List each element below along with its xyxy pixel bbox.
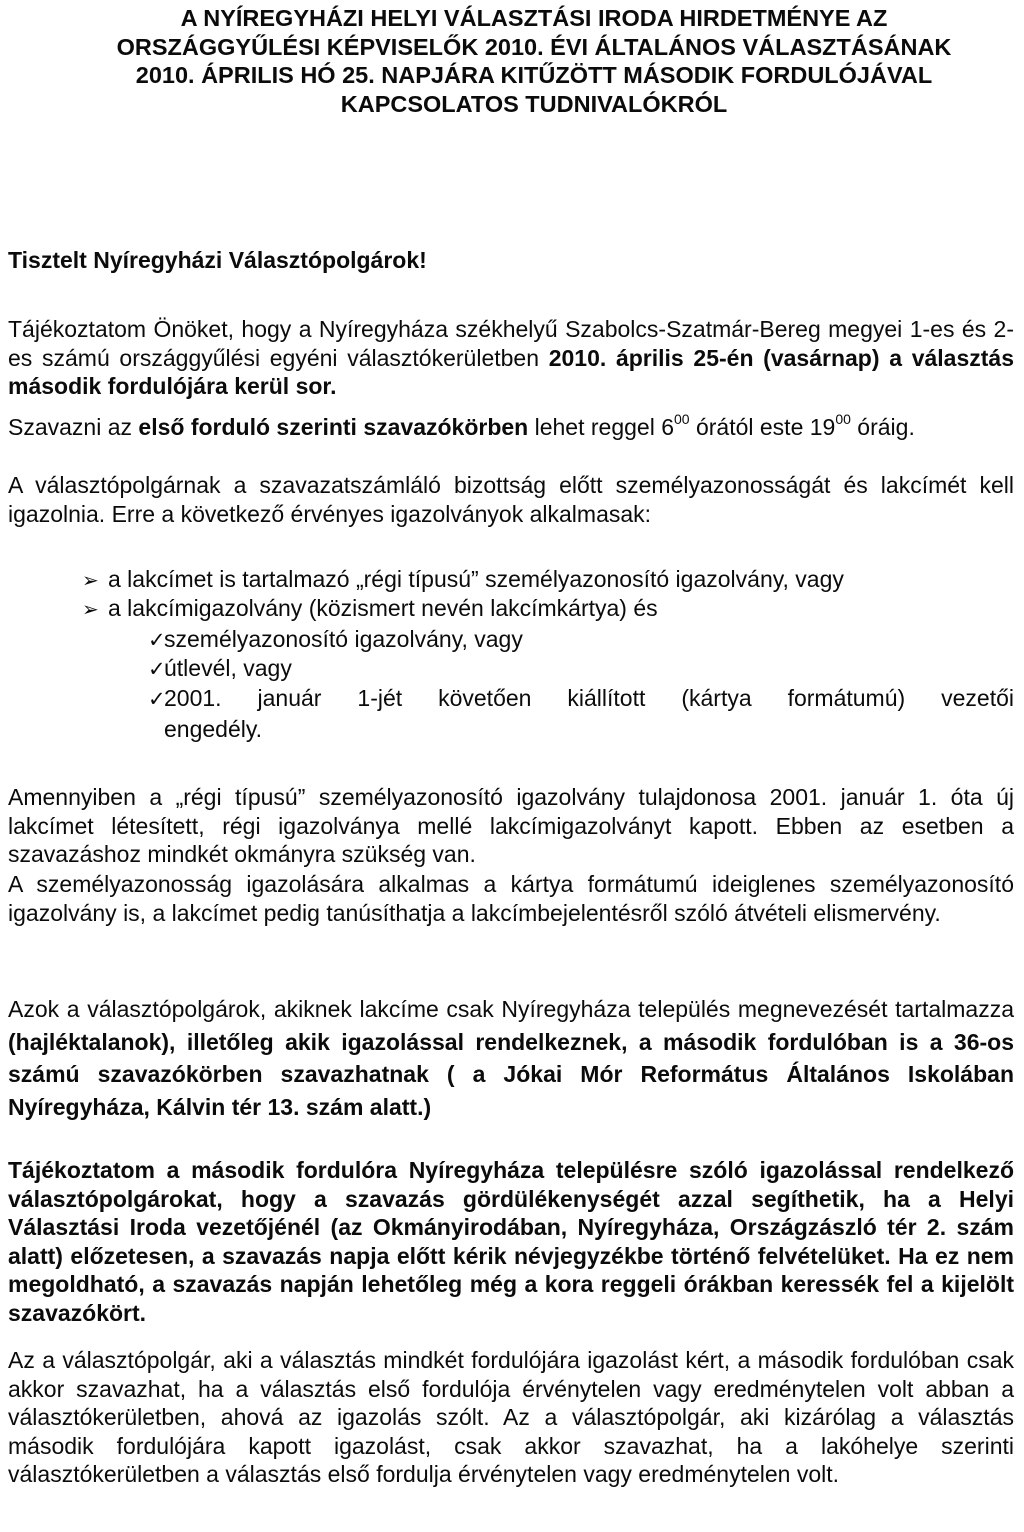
- paragraph-homeless-voters: [8, 993, 1014, 1123]
- paragraph-temporary-id: A személyazonosság igazolására alkalmas a kártya formátumú ideiglenes személyazonosító igazolvány is, a lakcímet pedig tanúsíthatja a lakcímbejelentésről szóló átvételi elismervény.: [8, 871, 1014, 926]
- paragraph-election-date: [8, 315, 1014, 401]
- paragraph-certificate-holders: Tájékoztatom a második fordulóra Nyíregyháza településre szóló igazolással rendelkező választópolgárokat, hogy a szavazás gördülékenységét azzal segíthetik, ha a Helyi Választási Iroda vezetőjénél (az Okmányirodában, Nyíregyháza, Országzászló tér 2. szám alatt) előzetesen, a szavazás napja előtt kérik névjegyzékbe történő felvételüket. Ha ez nem megoldható, a szavazás napján lehetőleg még a kora reggeli órákban keressék fel a kijelölt szavazókört.: [8, 1157, 1014, 1326]
- title-line: KAPCSOLATOS TUDNIVALÓKRÓL: [340, 90, 728, 117]
- paragraph-old-id-card: Amennyiben a „régi típusú” személyazonosító igazolvány tulajdonosa 2001. január 1. óta új lakcímet létesített, régi igazolványa mellé lakcímigazolványt kapott. Ebben az esetben a szavazáshoz mindkét okmányra szükség van.: [8, 784, 1014, 868]
- hour-superscript: 00: [674, 411, 690, 428]
- checklist-item: [148, 625, 1014, 656]
- list-item: [82, 565, 844, 596]
- title-line: 2010. ÁPRILIS HÓ 25. NAPJÁRA KITŰZÖTT MÁSODIK FORDULÓJÁVAL: [135, 62, 933, 88]
- checklist-item-text: 2001. január 1-jét követően kiállított (kártya formátumú) vezetői: [164, 685, 1014, 711]
- arrowhead-bullet-icon: ➢: [82, 570, 99, 592]
- paragraph-text: Azok a választópolgárok, akiknek lakcíme csak Nyíregyháza település megnevezését tartalmazza: [8, 996, 1014, 1022]
- paragraph-text: órától este 19: [689, 414, 836, 440]
- paragraph-identification: A választópolgárnak a szavazatszámláló bizottság előtt személyazonosságát és lakcímét kell igazolnia. Erre a következő érvényes igazolványok alkalmasak:: [8, 472, 1014, 527]
- title-line: ORSZÁGGYŰLÉSI KÉPVISELŐK 2010. ÉVI ÁLTALÁNOS VÁLASZTÁSÁNAK: [116, 33, 952, 60]
- checklist-line: [148, 684, 1014, 715]
- checkmark-icon: ✓: [148, 629, 166, 652]
- paragraph-text: Szavazni az: [8, 414, 139, 440]
- title-line: A NYÍREGYHÁZI HELYI VÁLASZTÁSI IRODA HIRDETMÉNYE AZ: [180, 5, 888, 31]
- paragraph-text: lehet reggel 6: [528, 414, 674, 440]
- notice-title: [84, 4, 984, 118]
- paragraph-voting-hours: [8, 413, 1014, 442]
- hour-superscript: 00: [835, 411, 851, 428]
- checklist-item-text: személyazonosító igazolvány, vagy: [164, 626, 523, 652]
- checklist-item-text: engedély.: [164, 715, 263, 742]
- checklist-item-text: útlevél, vagy: [164, 655, 292, 681]
- greeting: Tisztelt Nyíregyházi Választópolgárok!: [8, 247, 427, 273]
- list-item-text: a lakcímigazolvány (közismert nevén lakcímkártya) és: [108, 595, 658, 621]
- checklist-item: [148, 684, 1014, 743]
- paragraph-text: óráig.: [850, 414, 915, 440]
- paragraph-certificate-rules: Az a választópolgár, aki a választás mindkét fordulójára igazolást kért, a második fordulóban csak akkor szavazhat, ha a választás első fordulója érvénytelen vagy eredménytelen volt abban a választókerületben, ahová az igazolás szólt. Az a választópolgár, aki kizárólag a választás második fordulójára kapott igazolást, csak akkor szavazhat, ha a lakóhelye szerinti választókerületben a választás első fordulja érvénytelen vagy eredménytelen volt.: [8, 1347, 1014, 1488]
- election-date-highlight: 2010. április 25-én (vasárnap) a választás második fordulójára kerül sor.: [8, 344, 1014, 400]
- checklist-item: [148, 654, 1014, 685]
- list-item-text: a lakcímet is tartalmazó „régi típusú” személyazonosító igazolvány, vagy: [108, 566, 844, 592]
- polling-station-36-highlight: (hajléktalanok), illetőleg akik igazolással rendelkeznek, a második fordulóban is a 36-os számú szavazókörben szavazhatnak ( a Jókai Mór Református Általános Iskolában Nyíregyháza, Kálvin tér 13. szám alatt.): [8, 1028, 1014, 1120]
- polling-station-highlight: első forduló szerinti szavazókörben: [138, 414, 529, 440]
- checkmark-icon: ✓: [148, 658, 166, 681]
- list-item: [82, 594, 658, 625]
- checkmark-icon: ✓: [148, 688, 166, 711]
- arrowhead-bullet-icon: ➢: [82, 599, 99, 621]
- paragraph-text: Tájékoztatom Önöket, hogy a Nyíregyháza székhelyű Szabolcs-Szatmár-Bereg megyei 1-es és 2-es számú országgyűlési egyéni választókerületben: [8, 316, 1014, 371]
